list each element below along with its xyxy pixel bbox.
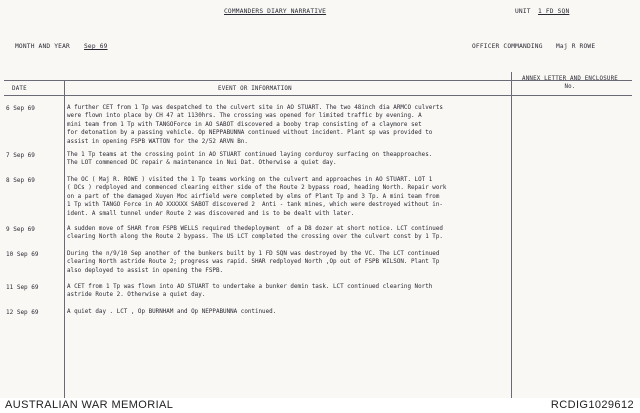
unit-value: 1 FD SQN [538, 8, 570, 15]
entry-date: 6 Sep 69 [6, 105, 35, 112]
document-title: COMMANDERS DIARY NARRATIVE [224, 8, 327, 15]
archive-name: AUSTRALIAN WAR MEMORIAL [5, 399, 174, 411]
record-id: RCDIG1029612 [550, 399, 634, 411]
table-header-rule [4, 95, 632, 96]
entry-date: 10 Sep 69 [6, 251, 39, 258]
entry-text: The 1 Tp teams at the crossing point in AO STUART continued laying corduroy surfacing on theapproaches. The LOT commenced DC repair & maintenance in Nui Dat. Otherwise a quiet day. [67, 152, 433, 167]
entry-date: 12 Sep 69 [6, 309, 39, 316]
entry-text: The OC ( Maj R. ROWE ) visited the 1 Tp teams working on the culvert and approaches in AO STUART. LOT 1 ( DCs ) redployed and commenced clearing either side of the Route 2 bypass road, heading North. Repair work on a part of the damaged Xuyen Moc airfield were completed by elms of Plant Tp and 3 Tp. A mini team from 1 Tp with TANGO Force in AO XXXXXX SABOT discovered 2 Anti - tank mines, which were destroyed without in- ident. A small tunnel under Route 2 was discovered and is to be dealt with later. [67, 177, 447, 217]
officer-commanding-label: OFFICER COMMANDING [472, 43, 543, 50]
entry-text: A CET from 1 Tp was flown into AO STUART to undertake a bunker demin task. LCT continued clearing North astride Route 2. Otherwise a quiet day. [67, 284, 433, 299]
month-year-label: MONTH AND YEAR [15, 43, 70, 50]
month-year-value: Sep 69 [84, 43, 108, 50]
archive-footer [0, 398, 640, 413]
date-column-divider [64, 80, 65, 398]
entry-text: A further CET from 1 Tp was despatched to the culvert site in AO STUART. The two 48inch dia ARMCO culverts were flown into place by CH 47 at 1130hrs. The crossing was opened for limited traffic by evening. A mini team from 1 Tp with TANGOForce in AO SABOT discovered a booby trap consisting of a claymore set for detonation by a passing vehicle. Op NEPPABUNNA continued without incident. Plant sp was provided to assist in opening FSPB WATTON for the 2/52 ARVN Bn. [67, 105, 443, 145]
column-header-event: EVENT OR INFORMATION [218, 86, 292, 92]
column-header-date: DATE [12, 86, 27, 92]
entry-date: 11 Sep 69 [6, 284, 39, 291]
column-header-annex: ANNEX LETTER AND ENCLOSURE No. [522, 76, 618, 90]
unit-label: UNIT [515, 8, 531, 15]
entry-text: A quiet day . LCT , Op BURNHAM and Op NEPPABUNNA continued. [67, 309, 277, 315]
entry-text: A sudden move of SHAR from FSPB WELLS required thedeployment of a D8 dozer at short notice. LCT continued clearing North along the Route 2 bypass. The US LCT completed the crossing over the culvert const by 1 Tp. [67, 226, 443, 241]
officer-commanding-value: Maj R ROWE [556, 43, 596, 50]
entry-date: 8 Sep 69 [6, 177, 35, 184]
entry-date: 9 Sep 69 [6, 226, 35, 233]
entry-text: During the n/9/10 Sep another of the bunkers built by 1 FD SQN was destroyed by the VC. The LCT continued clearing North astride Route 2; progress was rapid. SHAR redployed North ,Op out of FSPB WILSON. Plant Tp also deployed to assist in opening the FSPB. [67, 251, 440, 274]
entry-date: 7 Sep 69 [6, 152, 35, 159]
